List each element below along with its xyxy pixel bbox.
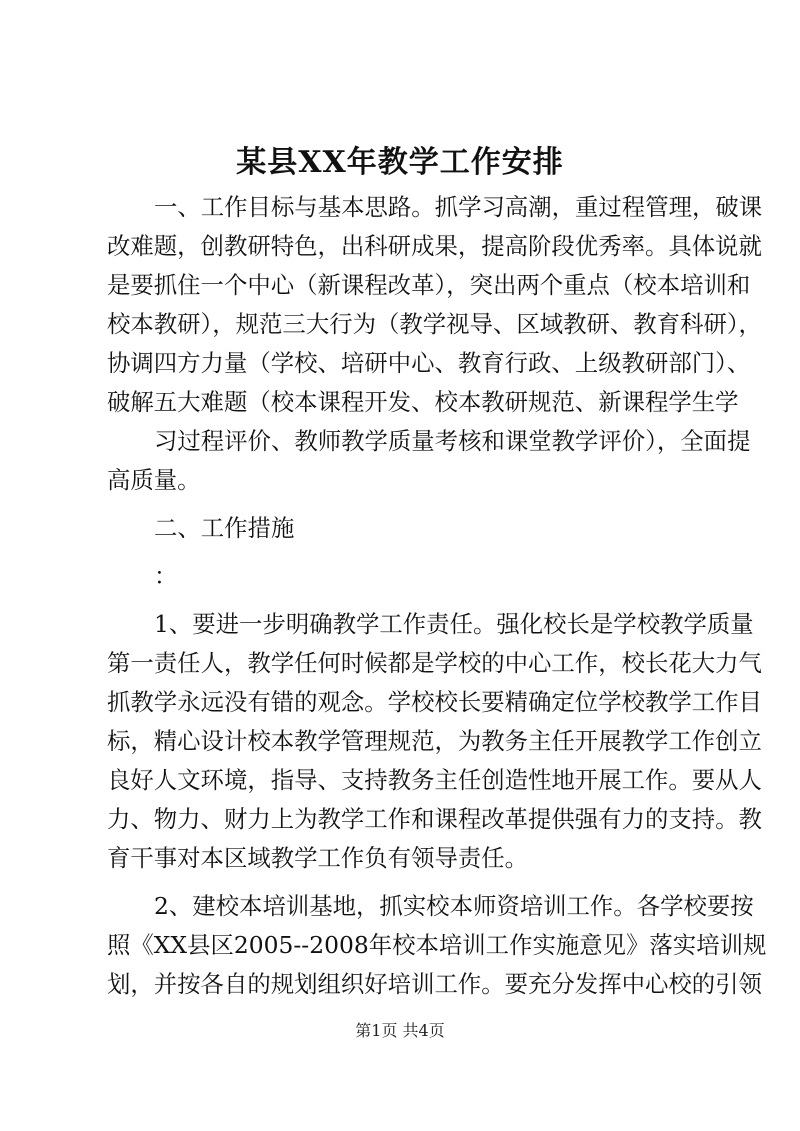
body-line: 第一责任人，教学任何时候都是学校的中心工作，校长花大力气 xyxy=(107,649,762,677)
document-body xyxy=(107,188,767,1004)
body-line: 育干事对本区域教学工作负有领导责任。 xyxy=(107,844,529,872)
section-heading: 二、工作措施 xyxy=(154,514,295,542)
body-line: ： xyxy=(154,562,178,590)
body-line: 协调四方力量（学校、培研中心、教育行政、上级教研部门）、 xyxy=(107,349,751,377)
page-footer: 第1页 共4页 xyxy=(355,1021,445,1040)
body-line: 一、工作目标与基本思路。抓学习高潮，重过程管理，破课 xyxy=(154,193,763,221)
body-line: 校本教研），规范三大行为（教学视导、区域教研、教育科研）， xyxy=(107,310,762,338)
body-line: 照《XX县区2005--2008年校本培训工作实施意见》落实培训规 xyxy=(107,931,767,959)
body-line: 良好人文环境，指导、支持教务主任创造性地开展工作。要从人 xyxy=(107,766,762,794)
body-line: 改难题，创教研特色，出科研成果，提高阶段优秀率。具体说就 xyxy=(107,232,762,260)
body-line: 高质量。 xyxy=(107,466,201,494)
body-line: 划，并按各自的规划组织好培训工作。要充分发挥中心校的引领 xyxy=(107,970,762,998)
document-title: 某县XX年教学工作安排 xyxy=(236,145,564,180)
body-line: 习过程评价、教师教学质量考核和课堂教学评价），全面提 xyxy=(154,427,751,455)
body-line: 力、物力、财力上为教学工作和课程改革提供强有力的支持。教 xyxy=(107,805,762,833)
body-line: 破解五大难题（校本课程开发、校本教研规范、新课程学生学 xyxy=(107,388,739,416)
body-line: 2、建校本培训基地，抓实校本师资培训工作。各学校要按 xyxy=(154,892,754,920)
body-line: 抓教学永远没有错的观念。学校校长要精确定位学校教学工作目 xyxy=(107,688,762,716)
body-line: 标，精心设计校本教学管理规范，为教务主任开展教学工作创立 xyxy=(107,727,762,755)
body-line: 是要抓住一个中心（新课程改革），突出两个重点（校本培训和 xyxy=(107,271,751,299)
body-line: 1、要进一步明确教学工作责任。强化校长是学校教学质量 xyxy=(154,610,754,638)
